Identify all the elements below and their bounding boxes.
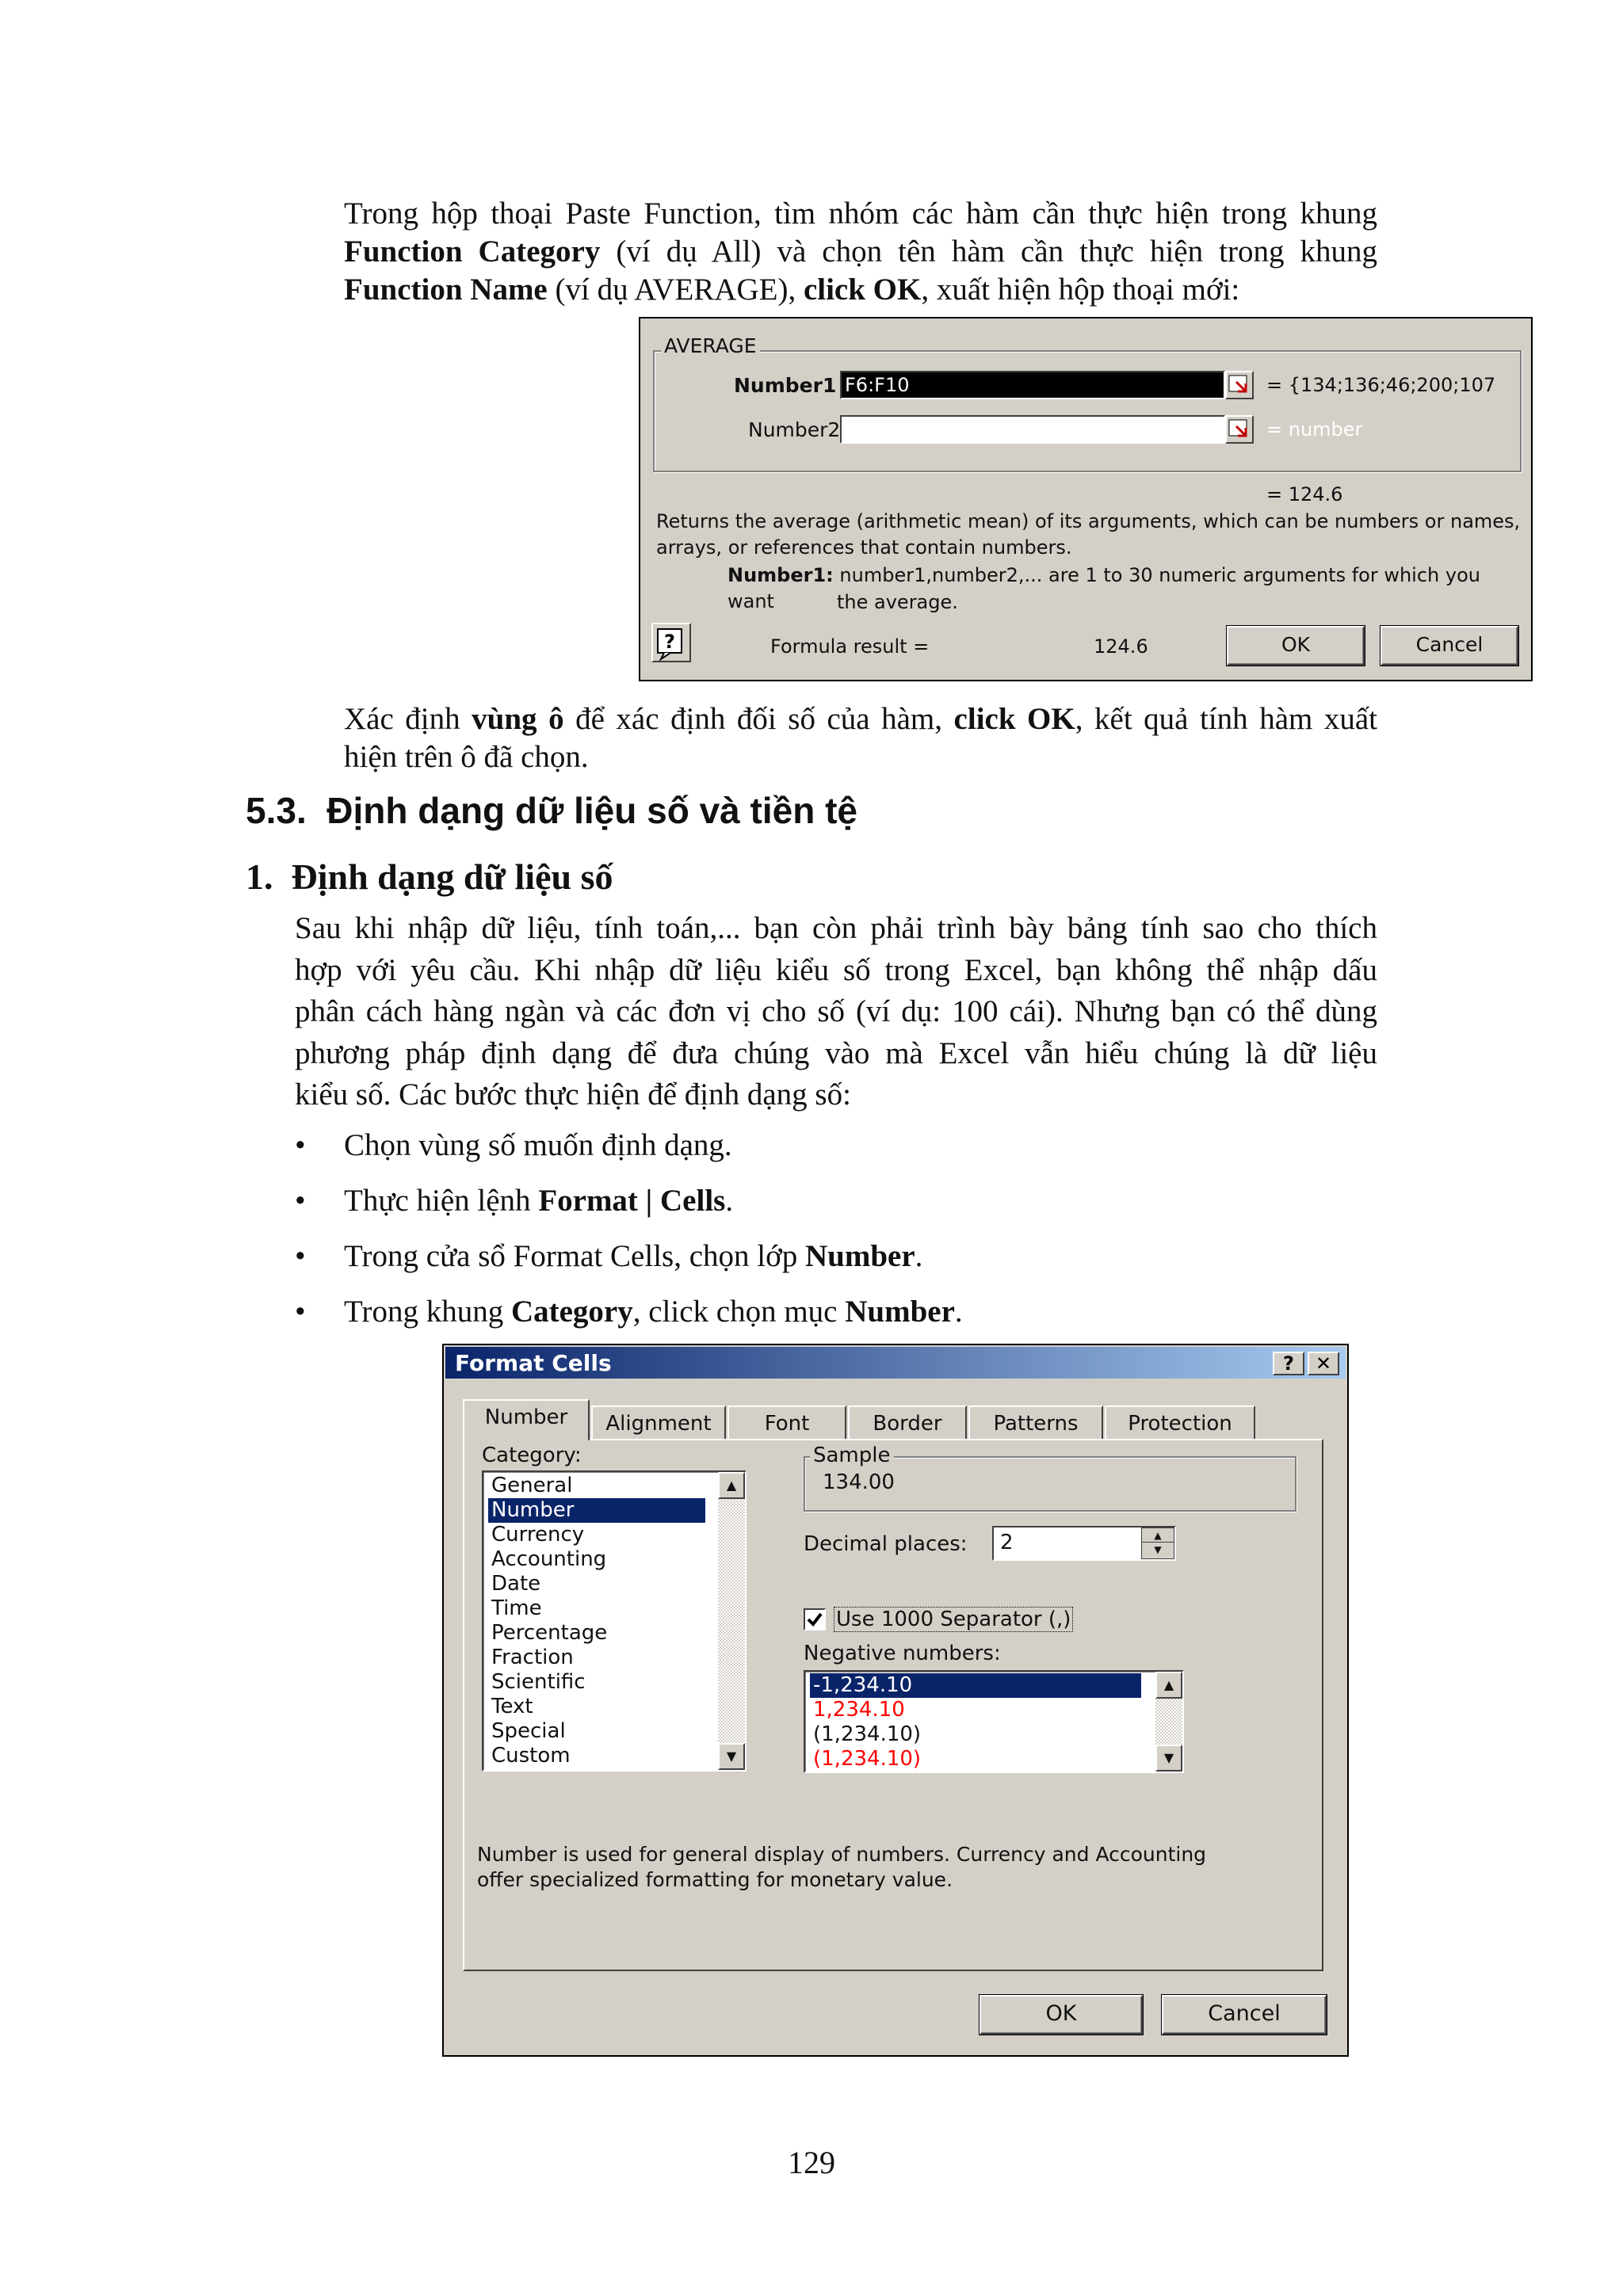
number1-collapse-button[interactable] bbox=[1225, 371, 1254, 399]
list-item[interactable]: Date bbox=[491, 1572, 541, 1596]
spin-up-icon[interactable]: ▲ bbox=[1141, 1527, 1174, 1545]
question-icon bbox=[653, 624, 689, 661]
negative-numbers-listbox[interactable] bbox=[804, 1670, 1184, 1773]
bullet-marker: • bbox=[295, 1128, 306, 1162]
bullet-marker: • bbox=[295, 1239, 306, 1273]
average-description-2: arrays, or references that contain numbers. bbox=[656, 536, 1072, 559]
section-heading: 5.3. Định dạng dữ liệu số và tiền tệ bbox=[246, 790, 858, 831]
bullet-text-end: . bbox=[915, 1239, 923, 1273]
intro-line-3 bbox=[344, 271, 1377, 309]
intro-line-1: Trong hộp thoại Paste Function, tìm nhóm các hàm cần thực hiện trong khung bbox=[344, 196, 1377, 231]
bullet-text-end: . bbox=[954, 1295, 963, 1329]
help-title-button[interactable]: ? bbox=[1273, 1352, 1304, 1375]
argument-desc-2: the average. bbox=[837, 591, 958, 613]
list-item[interactable]: Number bbox=[488, 1498, 705, 1523]
body-line-2: hợp với yêu cầu. Khi nhập dữ liệu kiểu số trong Excel, bạn không thể nhập dấu bbox=[295, 952, 1377, 987]
after-average-paragraph bbox=[344, 700, 1377, 776]
dialog-title: Format Cells bbox=[455, 1350, 612, 1376]
tab-border[interactable]: Border bbox=[848, 1405, 967, 1439]
average-group-label: AVERAGE bbox=[661, 334, 760, 357]
number1-result: = {134;136;46;200;107 bbox=[1266, 374, 1496, 396]
collapse-dialog-icon bbox=[1227, 417, 1252, 442]
tab-protection[interactable]: Protection bbox=[1105, 1405, 1255, 1439]
intro-line-3-mid: (ví dụ AVERAGE), bbox=[547, 273, 804, 307]
format-cells-dialog bbox=[442, 1344, 1349, 2057]
number2-collapse-button[interactable] bbox=[1225, 415, 1254, 444]
average-result-line: = 124.6 bbox=[1266, 483, 1343, 505]
scroll-up-arrow-icon[interactable]: ▲ bbox=[1155, 1672, 1182, 1699]
formula-result-value: 124.6 bbox=[1094, 635, 1148, 658]
number2-result: = number bbox=[1266, 418, 1363, 441]
after-average-line-2: hiện trên ô đã chọn. bbox=[344, 740, 589, 774]
number1-label: Number1 bbox=[734, 374, 837, 397]
list-item[interactable]: (1,234.10) bbox=[813, 1722, 922, 1746]
decimal-places-label: Decimal places: bbox=[804, 1532, 968, 1556]
sample-value: 134.00 bbox=[823, 1470, 895, 1494]
number2-label: Number2 bbox=[748, 418, 841, 441]
help-button[interactable] bbox=[651, 623, 691, 662]
scroll-down-arrow-icon[interactable]: ▼ bbox=[718, 1743, 745, 1770]
bullet-bold-2: Number bbox=[845, 1295, 955, 1329]
click-ok-term: click OK bbox=[803, 273, 922, 307]
average-function-dialog bbox=[639, 317, 1533, 681]
list-item[interactable]: Scientific bbox=[491, 1670, 586, 1694]
list-item[interactable]: Time bbox=[491, 1596, 542, 1620]
list-item[interactable]: Special bbox=[491, 1719, 566, 1743]
number1-value: F6:F10 bbox=[845, 374, 910, 396]
function-category-term: Function Category bbox=[344, 235, 601, 269]
intro-line-2 bbox=[344, 233, 1377, 271]
format-description-2: offer specialized formatting for monetary value. bbox=[477, 1868, 953, 1891]
ok-button[interactable]: OK bbox=[1227, 626, 1365, 666]
function-name-term: Function Name bbox=[344, 273, 548, 307]
svg-text:?: ? bbox=[664, 631, 675, 653]
body-line-4: phương pháp định dạng để đưa chúng vào mà Excel vẫn hiểu chúng là dữ liệu bbox=[295, 1035, 1377, 1070]
ok-button[interactable]: OK bbox=[980, 1995, 1143, 2035]
category-scrollbar[interactable] bbox=[718, 1472, 745, 1770]
list-item[interactable]: (1,234.10) bbox=[813, 1747, 922, 1771]
cell-range-term: vùng ô bbox=[472, 702, 564, 736]
list-item[interactable]: Currency bbox=[491, 1523, 585, 1547]
format-description-1: Number is used for general display of numbers. Currency and Accounting bbox=[477, 1843, 1207, 1866]
list-item[interactable]: 1,234.10 bbox=[813, 1698, 905, 1722]
tab-font[interactable]: Font bbox=[727, 1405, 846, 1439]
tab-alignment[interactable]: Alignment bbox=[591, 1405, 726, 1439]
intro-paragraph bbox=[344, 195, 1377, 309]
bullet-marker: • bbox=[295, 1295, 306, 1329]
separator-label[interactable]: Use 1000 Separator (,) bbox=[834, 1607, 1073, 1632]
intro-line-2-text: (ví dụ All) và chọn tên hàm cần thực hiện trong khung bbox=[600, 235, 1377, 269]
tab-patterns[interactable]: Patterns bbox=[968, 1405, 1103, 1439]
spin-down-icon[interactable]: ▼ bbox=[1141, 1542, 1174, 1559]
after-line-1-a: Xác định bbox=[344, 702, 472, 736]
separator-checkbox[interactable] bbox=[804, 1608, 826, 1630]
list-item[interactable]: General bbox=[491, 1474, 573, 1497]
average-fieldset bbox=[653, 350, 1522, 472]
bullet-text: Chọn vùng số muốn định dạng. bbox=[344, 1128, 732, 1162]
after-average-line-1 bbox=[344, 700, 1377, 738]
title-bar[interactable] bbox=[445, 1347, 1346, 1379]
negative-scrollbar[interactable] bbox=[1155, 1672, 1182, 1772]
click-ok-term-2: click OK bbox=[953, 702, 1075, 736]
after-line-1-e: , kết quả tính hàm xuất bbox=[1075, 702, 1378, 736]
bullet-marker: • bbox=[295, 1184, 306, 1218]
number-tab-panel bbox=[463, 1439, 1323, 1971]
scroll-down-arrow-icon[interactable]: ▼ bbox=[1155, 1745, 1182, 1772]
tab-number[interactable]: Number bbox=[463, 1399, 590, 1440]
bullet-text: Thực hiện lệnh bbox=[344, 1184, 539, 1218]
argument-name: Number1: bbox=[727, 564, 834, 586]
bullet-text: Trong cửa sổ Format Cells, chọn lớp bbox=[344, 1239, 805, 1273]
cancel-button[interactable]: Cancel bbox=[1162, 1995, 1327, 2035]
list-item[interactable]: Fraction bbox=[491, 1646, 574, 1669]
list-item[interactable]: Custom bbox=[491, 1744, 571, 1768]
sub-heading: 1. Định dạng dữ liệu số bbox=[246, 856, 613, 897]
list-item[interactable]: -1,234.10 bbox=[810, 1673, 1141, 1698]
category-label: Category: bbox=[482, 1444, 582, 1467]
collapse-dialog-icon bbox=[1227, 372, 1252, 398]
cancel-button[interactable]: Cancel bbox=[1381, 626, 1518, 666]
average-description-1: Returns the average (arithmetic mean) of its arguments, which can be numbers or names, bbox=[656, 510, 1521, 532]
page-number: 129 bbox=[788, 2145, 835, 2180]
body-line-3: phân cách hàng ngàn và các đơn vị cho số (ví dụ: 100 cái). Nhưng bạn có thể dùng bbox=[295, 994, 1377, 1028]
bullet-bold: Number bbox=[804, 1239, 915, 1273]
number2-input[interactable] bbox=[840, 415, 1225, 444]
bullet-bold: Format | Cells bbox=[538, 1184, 726, 1218]
category-listbox[interactable] bbox=[482, 1470, 747, 1772]
body-line-5: kiểu số. Các bước thực hiện để định dạng số: bbox=[295, 1077, 851, 1112]
close-button[interactable]: ✕ bbox=[1308, 1352, 1339, 1375]
argument-desc-1: number1,number2,... are 1 to 30 numeric arguments for which you want bbox=[727, 564, 1480, 612]
bullet-text-mid: , click chọn mục bbox=[632, 1295, 846, 1329]
intro-line-3-rest: , xuất hiện hộp thoại mới: bbox=[921, 273, 1240, 307]
decimal-places-value: 2 bbox=[1000, 1531, 1014, 1554]
sample-label: Sample bbox=[810, 1444, 894, 1467]
list-item[interactable]: Accounting bbox=[491, 1547, 607, 1571]
bullet-text-end: . bbox=[725, 1184, 734, 1218]
after-line-1-c: để xác định đối số của hàm, bbox=[563, 702, 954, 736]
bullet-bold: Category bbox=[510, 1295, 633, 1329]
body-line-1: Sau khi nhập dữ liệu, tính toán,... bạn còn phải trình bày bảng tính sao cho thích bbox=[295, 911, 1377, 945]
number1-input[interactable] bbox=[840, 371, 1225, 399]
list-item[interactable]: Percentage bbox=[491, 1621, 608, 1645]
negative-numbers-label: Negative numbers: bbox=[804, 1642, 1001, 1665]
checkmark-icon bbox=[805, 1610, 824, 1629]
list-item[interactable]: Text bbox=[491, 1695, 533, 1718]
decimal-places-stepper[interactable] bbox=[992, 1526, 1176, 1561]
bullet-text: Trong khung bbox=[344, 1295, 511, 1329]
scroll-up-arrow-icon[interactable]: ▲ bbox=[718, 1472, 745, 1499]
formula-result-label: Formula result = bbox=[770, 635, 930, 658]
body-paragraph bbox=[295, 908, 1377, 1116]
